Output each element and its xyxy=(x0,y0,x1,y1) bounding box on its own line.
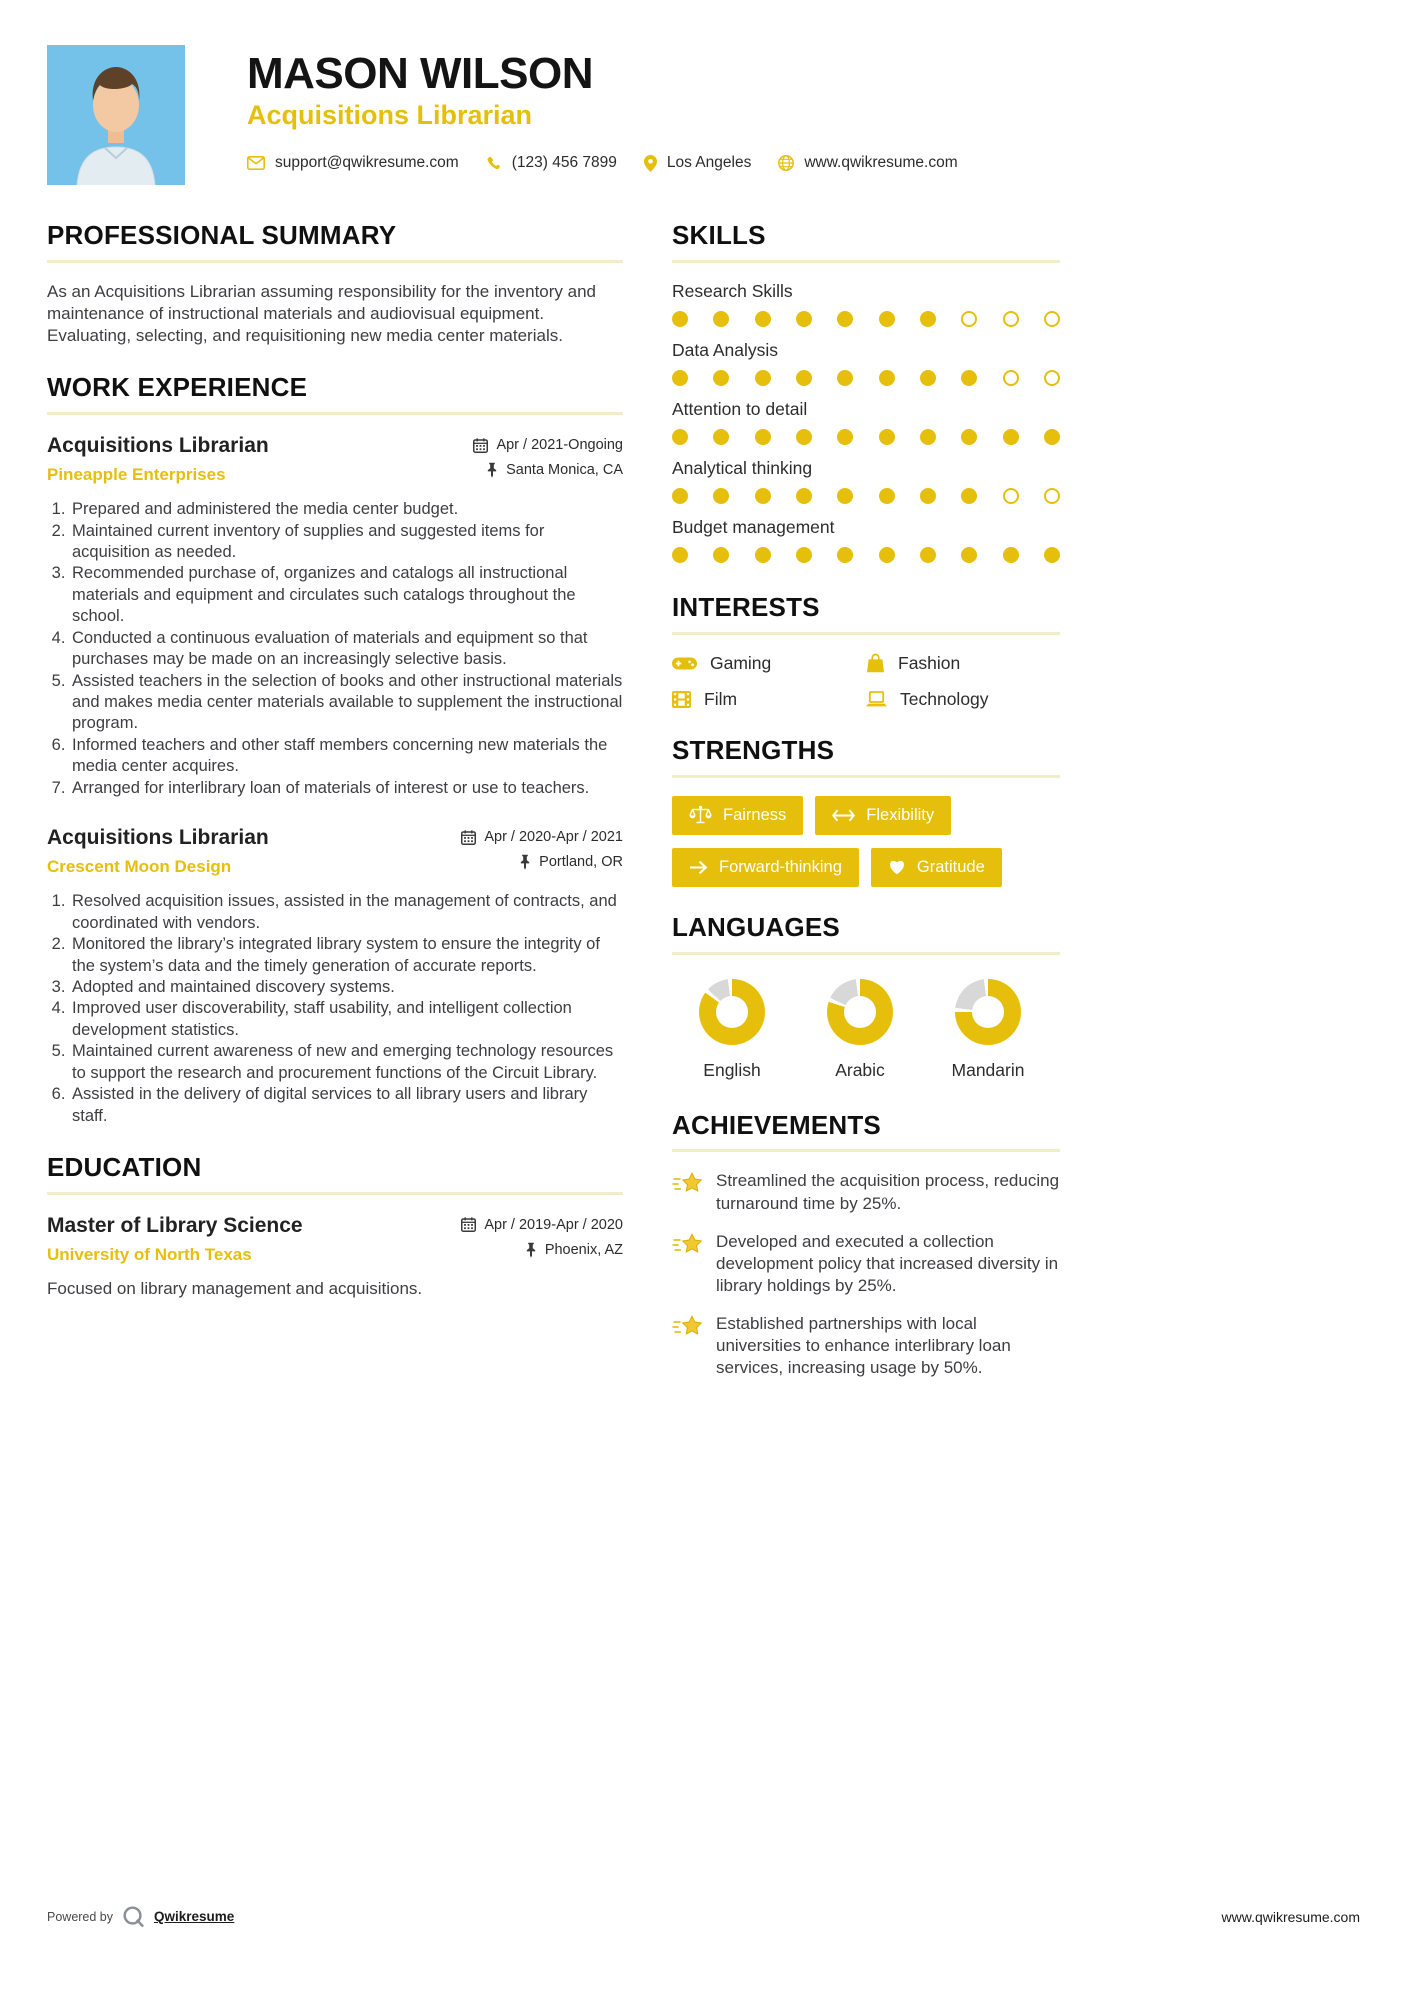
skill-dot-filled xyxy=(1003,547,1019,563)
footer-url[interactable]: www.qwikresume.com xyxy=(1221,1908,1360,1925)
language-item xyxy=(940,979,1036,1081)
location-icon xyxy=(644,155,657,172)
globe-icon xyxy=(778,155,794,171)
interest-label: Technology xyxy=(900,688,989,709)
skill-dot-filled xyxy=(796,311,812,327)
skill-level xyxy=(672,370,1060,386)
skill-dot-filled xyxy=(920,547,936,563)
star-icon xyxy=(672,1232,703,1297)
education-location xyxy=(461,1242,623,1258)
job-bullet: 1. Prepared and administered the media center budget. xyxy=(70,499,623,520)
pushpin-icon xyxy=(519,854,531,870)
skills-list xyxy=(672,281,1060,563)
strengths-list xyxy=(672,796,1060,887)
skill-dot-empty xyxy=(1044,370,1060,386)
laptop-icon xyxy=(866,691,887,708)
achievement-item xyxy=(672,1231,1060,1297)
language-label: Mandarin xyxy=(951,1059,1025,1080)
job-bullet: 5. Maintained current awareness of new and emerging technology resources to support the research and procurement functions of the Circuit Library. xyxy=(70,1041,623,1084)
job-bullet: 6. Assisted in the delivery of digital services to all library users and library staff. xyxy=(70,1084,623,1127)
skill-dot-filled xyxy=(961,429,977,445)
skill-item xyxy=(672,399,1060,445)
job-title-block xyxy=(47,433,269,485)
contact-row xyxy=(247,154,958,172)
skill-dot-filled xyxy=(879,370,895,386)
section-divider xyxy=(672,775,1060,778)
job-header xyxy=(47,433,623,487)
skill-dot-filled xyxy=(755,370,771,386)
job-location xyxy=(473,462,623,478)
skill-dot-empty xyxy=(1003,370,1019,386)
interest-item xyxy=(672,653,866,674)
person-name: MASON WILSON xyxy=(247,49,593,98)
language-label: English xyxy=(703,1059,761,1080)
job-entry xyxy=(47,433,623,799)
achievement-item xyxy=(672,1313,1060,1379)
calendar-icon xyxy=(473,438,488,453)
contact-item xyxy=(644,154,751,172)
skill-dot-filled xyxy=(961,547,977,563)
language-item xyxy=(684,979,780,1081)
strength-label: Gratitude xyxy=(916,857,985,876)
section-divider xyxy=(672,260,1060,263)
section-divider xyxy=(672,1149,1060,1152)
interests-section xyxy=(672,593,1060,710)
skill-dot-filled xyxy=(837,429,853,445)
skill-dot-filled xyxy=(879,311,895,327)
skill-item xyxy=(672,281,1060,327)
section-divider xyxy=(47,260,623,263)
header-info xyxy=(247,45,958,185)
education-title-block xyxy=(47,1213,303,1265)
summary-section xyxy=(47,221,623,347)
strength-badge xyxy=(672,796,803,835)
job-entry xyxy=(47,825,623,1127)
skill-dot-filled xyxy=(879,547,895,563)
interest-label: Fashion xyxy=(898,652,961,673)
skill-dot-filled xyxy=(837,547,853,563)
calendar-icon xyxy=(461,1217,476,1232)
job-date xyxy=(461,829,623,845)
footer-brand-group xyxy=(47,1905,234,1928)
job-bullet: 6. Informed teachers and other staff members concerning new materials the media center acquires. xyxy=(70,735,623,778)
job-date xyxy=(473,437,623,453)
skill-dot-empty xyxy=(1003,488,1019,504)
job-bullets xyxy=(47,891,623,1127)
skill-dot-filled xyxy=(796,547,812,563)
skill-dot-filled xyxy=(755,547,771,563)
skill-dot-filled xyxy=(672,429,688,445)
pushpin-icon xyxy=(525,1242,537,1258)
achievements-list xyxy=(672,1170,1060,1379)
skill-dot-empty xyxy=(1044,311,1060,327)
heart-icon xyxy=(888,859,906,875)
right-column xyxy=(672,221,1060,1395)
strength-badge xyxy=(871,848,1002,887)
languages-heading: LANGUAGES xyxy=(672,911,840,942)
left-column xyxy=(47,221,623,1299)
education-note: Focused on library management and acquisitions. xyxy=(47,1278,423,1298)
skill-level xyxy=(672,488,1060,504)
school-name: University of North Texas xyxy=(47,1245,252,1265)
achievements-section xyxy=(672,1111,1060,1380)
contact-text: (123) 456 7899 xyxy=(511,154,617,172)
section-divider xyxy=(672,632,1060,635)
job-date-text: Apr / 2020-Apr / 2021 xyxy=(484,829,623,846)
skills-section xyxy=(672,221,1060,563)
skill-dot-filled xyxy=(879,488,895,504)
achievement-text: Streamlined the acquisition process, reducing turnaround time by 25%. xyxy=(716,1171,1060,1213)
job-bullet: 1. Resolved acquisition issues, assisted in the management of contracts, and coordinated with vendors. xyxy=(70,891,623,934)
skill-dot-filled xyxy=(672,311,688,327)
skill-dot-filled xyxy=(961,488,977,504)
education-section xyxy=(47,1153,623,1299)
languages-row xyxy=(672,973,1060,1081)
language-donut xyxy=(699,979,765,1045)
skill-dot-filled xyxy=(796,370,812,386)
job-title: Acquisitions Librarian xyxy=(47,434,269,458)
job-bullet: 4. Conducted a continuous evaluation of materials and equipment so that purchases may be made on an increasingly selective basis. xyxy=(70,628,623,671)
job-location-text: Portland, OR xyxy=(539,854,623,871)
contact-text: www.qwikresume.com xyxy=(804,154,958,172)
skill-dot-filled xyxy=(879,429,895,445)
work-heading: WORK EXPERIENCE xyxy=(47,372,308,403)
person-title: Acquisitions Librarian xyxy=(247,100,533,131)
education-meta xyxy=(461,1213,623,1267)
contact-text: Los Angeles xyxy=(666,154,752,172)
job-meta xyxy=(473,433,623,487)
skill-dot-filled xyxy=(713,429,729,445)
degree-title: Master of Library Science xyxy=(47,1213,303,1237)
scale-icon xyxy=(689,805,712,826)
skill-dot-empty xyxy=(961,311,977,327)
strength-label: Forward-thinking xyxy=(719,857,842,876)
email-icon xyxy=(247,156,265,170)
interest-label: Gaming xyxy=(710,652,772,673)
interest-item xyxy=(866,653,1060,674)
header xyxy=(0,0,1407,185)
skill-level xyxy=(672,547,1060,563)
job-title: Acquisitions Librarian xyxy=(47,826,269,850)
skill-dot-filled xyxy=(672,488,688,504)
skill-dot-filled xyxy=(713,488,729,504)
skill-dot-filled xyxy=(713,311,729,327)
skill-dot-filled xyxy=(837,488,853,504)
strength-badge xyxy=(815,796,951,835)
double-arrow-icon xyxy=(832,809,855,822)
skill-dot-filled xyxy=(920,429,936,445)
powered-by-label: Powered by xyxy=(47,1909,114,1924)
profile-photo-illustration xyxy=(47,45,185,185)
skill-name: Budget management xyxy=(672,516,835,537)
job-company: Pineapple Enterprises xyxy=(47,465,226,485)
skill-dot-filled xyxy=(713,370,729,386)
job-bullets xyxy=(47,499,623,799)
footer xyxy=(47,1905,1360,1928)
strength-label: Flexibility xyxy=(866,805,935,824)
education-location-text: Phoenix, AZ xyxy=(544,1241,623,1258)
language-donut xyxy=(955,979,1021,1045)
work-jobs xyxy=(47,433,623,1127)
skill-dot-filled xyxy=(713,547,729,563)
job-bullet: 2. Maintained current inventory of supplies and suggested items for acquisition as needed. xyxy=(70,521,623,564)
languages-section xyxy=(672,913,1060,1081)
strength-badge xyxy=(672,848,859,887)
job-location-text: Santa Monica, CA xyxy=(506,462,623,479)
achievement-item xyxy=(672,1170,1060,1214)
job-header xyxy=(47,825,623,879)
education-date xyxy=(461,1217,623,1233)
pushpin-icon xyxy=(486,462,498,478)
skill-item xyxy=(672,340,1060,386)
skill-dot-filled xyxy=(755,488,771,504)
skill-name: Data Analysis xyxy=(672,339,779,360)
job-location xyxy=(461,854,623,870)
skill-dot-empty xyxy=(1003,311,1019,327)
qwikresume-link[interactable]: Qwikresume xyxy=(154,1909,235,1924)
skill-dot-filled xyxy=(961,370,977,386)
skill-dot-filled xyxy=(920,311,936,327)
work-section xyxy=(47,373,623,1127)
skills-heading: SKILLS xyxy=(672,220,766,250)
job-date-text: Apr / 2021-Ongoing xyxy=(496,437,623,454)
film-icon xyxy=(672,691,691,708)
contact-item xyxy=(486,154,617,172)
interest-item xyxy=(672,689,866,710)
language-item xyxy=(812,979,908,1081)
interest-item xyxy=(866,689,1060,710)
achievement-text: Developed and executed a collection development policy that increased diversity in library holdings by 25%. xyxy=(716,1231,1059,1295)
contact-text: support@qwikresume.com xyxy=(275,154,459,172)
job-bullet: 5. Assisted teachers in the selection of books and other instructional materials and makes media center materials available to supplement the instructional program. xyxy=(70,671,623,735)
skill-name: Analytical thinking xyxy=(672,457,813,478)
phone-icon xyxy=(486,155,502,171)
education-date-text: Apr / 2019-Apr / 2020 xyxy=(484,1216,623,1233)
strengths-section xyxy=(672,736,1060,887)
skill-level xyxy=(672,429,1060,445)
strengths-heading: STRENGTHS xyxy=(672,734,835,765)
achievement-text: Established partnerships with local universities to enhance interlibrary loan services, increasing usage by 50%. xyxy=(716,1313,1011,1378)
gamepad-icon xyxy=(672,655,697,672)
contact-item[interactable] xyxy=(247,154,459,172)
skill-dot-empty xyxy=(1044,488,1060,504)
interests-heading: INTERESTS xyxy=(672,591,820,622)
skill-dot-filled xyxy=(1044,547,1060,563)
job-title-block xyxy=(47,825,269,877)
calendar-icon xyxy=(461,830,476,845)
qwikresume-logo-icon xyxy=(122,1905,145,1928)
skill-dot-filled xyxy=(1003,429,1019,445)
skill-dot-filled xyxy=(920,370,936,386)
job-bullet: 4. Improved user discoverability, staff usability, and intelligent collection development statistics. xyxy=(70,998,623,1041)
skill-dot-filled xyxy=(672,370,688,386)
content-columns xyxy=(0,221,1407,1395)
fashion-bag-icon xyxy=(866,653,885,673)
achievements-heading: ACHIEVEMENTS xyxy=(672,1109,881,1140)
skill-item xyxy=(672,517,1060,563)
interests-grid xyxy=(672,653,1060,710)
skill-item xyxy=(672,458,1060,504)
profile-photo xyxy=(47,45,185,185)
summary-heading: PROFESSIONAL SUMMARY xyxy=(47,220,397,250)
skill-dot-filled xyxy=(755,429,771,445)
skill-dot-filled xyxy=(672,547,688,563)
strength-label: Fairness xyxy=(723,805,787,824)
skill-dot-filled xyxy=(755,311,771,327)
skill-dot-filled xyxy=(796,488,812,504)
skill-level xyxy=(672,311,1060,327)
skill-name: Attention to detail xyxy=(672,398,808,419)
language-label: Arabic xyxy=(835,1059,885,1080)
contact-item[interactable] xyxy=(778,154,957,172)
job-bullet: 3. Recommended purchase of, organizes and catalogs all instructional materials and equipment and circulates such catalogs throughout the school. xyxy=(70,563,623,627)
skill-dot-filled xyxy=(1044,429,1060,445)
language-donut xyxy=(827,979,893,1045)
summary-text: As an Acquisitions Librarian assuming responsibility for the inventory and maintenance of instructional materials and audiovisual equipment. Evaluating, selecting, and requisitioning new media center materials. xyxy=(47,281,597,346)
section-divider xyxy=(47,1192,623,1195)
skill-dot-filled xyxy=(837,370,853,386)
interest-label: Film xyxy=(704,688,738,709)
skill-name: Research Skills xyxy=(672,280,793,301)
job-meta xyxy=(461,825,623,879)
section-divider xyxy=(47,412,623,415)
education-heading: EDUCATION xyxy=(47,1152,202,1182)
skill-dot-filled xyxy=(920,488,936,504)
job-bullet: 3. Adopted and maintained discovery systems. xyxy=(70,977,623,998)
education-entry xyxy=(47,1213,623,1267)
arrow-icon xyxy=(689,860,708,875)
job-bullet: 7. Arranged for interlibrary loan of materials of interest or use to teachers. xyxy=(70,778,623,799)
job-company: Crescent Moon Design xyxy=(47,857,232,877)
skill-dot-filled xyxy=(796,429,812,445)
job-bullet: 2. Monitored the library’s integrated library system to ensure the integrity of the system’s data and the timely generation of accurate reports. xyxy=(70,934,623,977)
star-icon xyxy=(672,1314,703,1379)
star-icon xyxy=(672,1171,703,1214)
skill-dot-filled xyxy=(837,311,853,327)
section-divider xyxy=(672,952,1060,955)
